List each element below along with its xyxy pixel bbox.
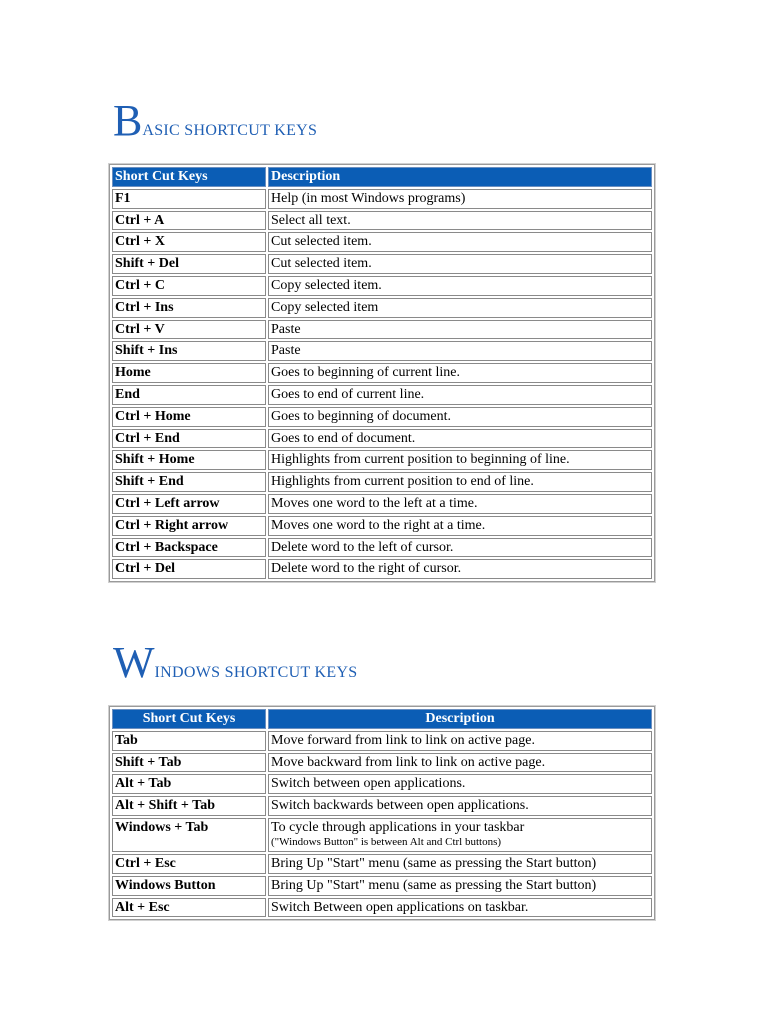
shortcut-description-cell [268, 429, 652, 449]
basic-shortcut-keys-heading [113, 96, 318, 145]
description-text: Moves one word to the left at a time. [271, 495, 478, 511]
shortcut-description-cell [268, 876, 652, 896]
shortcut-key-cell: Shift + End [112, 472, 266, 492]
table-row [112, 516, 652, 536]
shortcut-description-cell [268, 341, 652, 361]
shortcut-description-cell [268, 538, 652, 558]
shortcut-description-cell [268, 407, 652, 427]
shortcut-description-cell [268, 385, 652, 405]
table-header-row [112, 167, 652, 187]
shortcut-description-cell [268, 854, 652, 874]
table-header-row [112, 709, 652, 729]
shortcut-key-cell: Ctrl + Right arrow [112, 516, 266, 536]
shortcut-description-cell [268, 753, 652, 773]
shortcut-description-cell [268, 472, 652, 492]
table-row [112, 876, 652, 896]
description-text: Delete word to the right of cursor. [271, 561, 462, 577]
shortcut-description-cell [268, 774, 652, 794]
shortcut-description-cell [268, 254, 652, 274]
shortcut-key-cell: Windows Button [112, 876, 266, 896]
shortcut-key-cell: Ctrl + End [112, 429, 266, 449]
description-text: Paste [271, 343, 301, 359]
table-row [112, 298, 652, 318]
table-row [112, 854, 652, 874]
heading-text: ASIC SHORTCUT KEYS [142, 122, 318, 139]
description-text: Copy selected item. [271, 277, 382, 293]
shortcut-description-cell [268, 898, 652, 918]
table-row [112, 189, 652, 209]
shortcut-key-cell: Ctrl + Ins [112, 298, 266, 318]
description-text: Bring Up "Start" menu (same as pressing the Start button) [271, 877, 597, 893]
heading-text: INDOWS SHORTCUT KEYS [154, 664, 358, 681]
table-row [112, 538, 652, 558]
table-row [112, 363, 652, 383]
table-row [112, 898, 652, 918]
column-header-description: Description [268, 167, 652, 187]
shortcut-description-cell [268, 818, 652, 852]
column-header-keys: Short Cut Keys [112, 709, 266, 729]
shortcut-description-cell [268, 298, 652, 318]
shortcut-key-cell: Alt + Tab [112, 774, 266, 794]
table-row [112, 341, 652, 361]
description-text: Paste [271, 321, 301, 337]
shortcut-key-cell: Shift + Home [112, 450, 266, 470]
shortcut-description-cell [268, 276, 652, 296]
column-header-description: Description [268, 709, 652, 729]
shortcut-key-cell: End [112, 385, 266, 405]
description-text: Goes to end of document. [271, 430, 416, 446]
table-row [112, 494, 652, 514]
shortcut-key-cell: Ctrl + A [112, 211, 266, 231]
table-row [112, 211, 652, 231]
description-text: Move forward from link to link on active page. [271, 732, 535, 748]
description-text: Cut selected item. [271, 234, 372, 250]
table-row [112, 774, 652, 794]
heading-drop-cap: W [113, 638, 155, 687]
description-text: Switch Between open applications on taskbar. [271, 899, 529, 915]
table-row [112, 320, 652, 340]
table-row [112, 559, 652, 579]
description-text: To cycle through applications in your taskbar [271, 819, 525, 835]
description-text: Move backward from link to link on active page. [271, 754, 546, 770]
description-text: Switch between open applications. [271, 776, 466, 792]
description-text: Highlights from current position to beginning of line. [271, 452, 570, 468]
heading-drop-cap: B [113, 96, 143, 145]
shortcut-key-cell: Home [112, 363, 266, 383]
shortcut-key-cell: Ctrl + Backspace [112, 538, 266, 558]
description-text: Delete word to the left of cursor. [271, 539, 454, 555]
description-text: Goes to beginning of current line. [271, 365, 460, 381]
table-row [112, 254, 652, 274]
shortcut-key-cell: Windows + Tab [112, 818, 266, 852]
basic-shortcut-table [109, 164, 655, 582]
windows-shortcut-table [109, 706, 655, 920]
shortcut-description-cell [268, 211, 652, 231]
shortcut-key-cell: Ctrl + C [112, 276, 266, 296]
table-row [112, 429, 652, 449]
shortcut-key-cell: Shift + Del [112, 254, 266, 274]
table-row [112, 385, 652, 405]
table-row [112, 232, 652, 252]
shortcut-description-cell [268, 516, 652, 536]
shortcut-key-cell: Ctrl + Del [112, 559, 266, 579]
shortcut-description-cell [268, 494, 652, 514]
description-text: Select all text. [271, 212, 351, 228]
table-row [112, 276, 652, 296]
description-text: Switch backwards between open applications. [271, 798, 529, 814]
table-row [112, 753, 652, 773]
shortcut-key-cell: Tab [112, 731, 266, 751]
table-row [112, 731, 652, 751]
shortcut-description-cell [268, 796, 652, 816]
shortcut-key-cell: Ctrl + Left arrow [112, 494, 266, 514]
description-text: Goes to beginning of document. [271, 408, 452, 424]
description-text: Goes to end of current line. [271, 386, 425, 402]
column-header-keys: Short Cut Keys [112, 167, 266, 187]
table-row [112, 796, 652, 816]
shortcut-key-cell: Ctrl + Esc [112, 854, 266, 874]
shortcut-key-cell: Ctrl + X [112, 232, 266, 252]
description-text: Cut selected item. [271, 256, 372, 272]
description-text: Copy selected item [271, 299, 379, 315]
shortcut-key-cell: Shift + Ins [112, 341, 266, 361]
table-row [112, 407, 652, 427]
shortcut-description-cell [268, 363, 652, 383]
shortcut-key-cell: Shift + Tab [112, 753, 266, 773]
shortcut-key-cell: Ctrl + Home [112, 407, 266, 427]
description-text: Bring Up "Start" menu (same as pressing the Start button) [271, 855, 597, 871]
shortcut-description-cell [268, 232, 652, 252]
description-text: Moves one word to the right at a time. [271, 517, 486, 533]
shortcut-key-cell: Ctrl + V [112, 320, 266, 340]
description-note: ("Windows Button" is between Alt and Ctrl buttons) [271, 835, 502, 848]
description-text: Help (in most Windows programs) [271, 190, 466, 206]
shortcut-description-cell [268, 731, 652, 751]
shortcut-description-cell [268, 559, 652, 579]
shortcut-description-cell [268, 320, 652, 340]
shortcut-key-cell: F1 [112, 189, 266, 209]
shortcut-key-cell: Alt + Shift + Tab [112, 796, 266, 816]
table-row [112, 450, 652, 470]
shortcut-key-cell: Alt + Esc [112, 898, 266, 918]
shortcut-description-cell [268, 450, 652, 470]
table-row [112, 818, 652, 852]
description-text: Highlights from current position to end of line. [271, 474, 534, 490]
shortcut-description-cell [268, 189, 652, 209]
table-row [112, 472, 652, 492]
windows-shortcut-keys-heading [113, 638, 358, 687]
